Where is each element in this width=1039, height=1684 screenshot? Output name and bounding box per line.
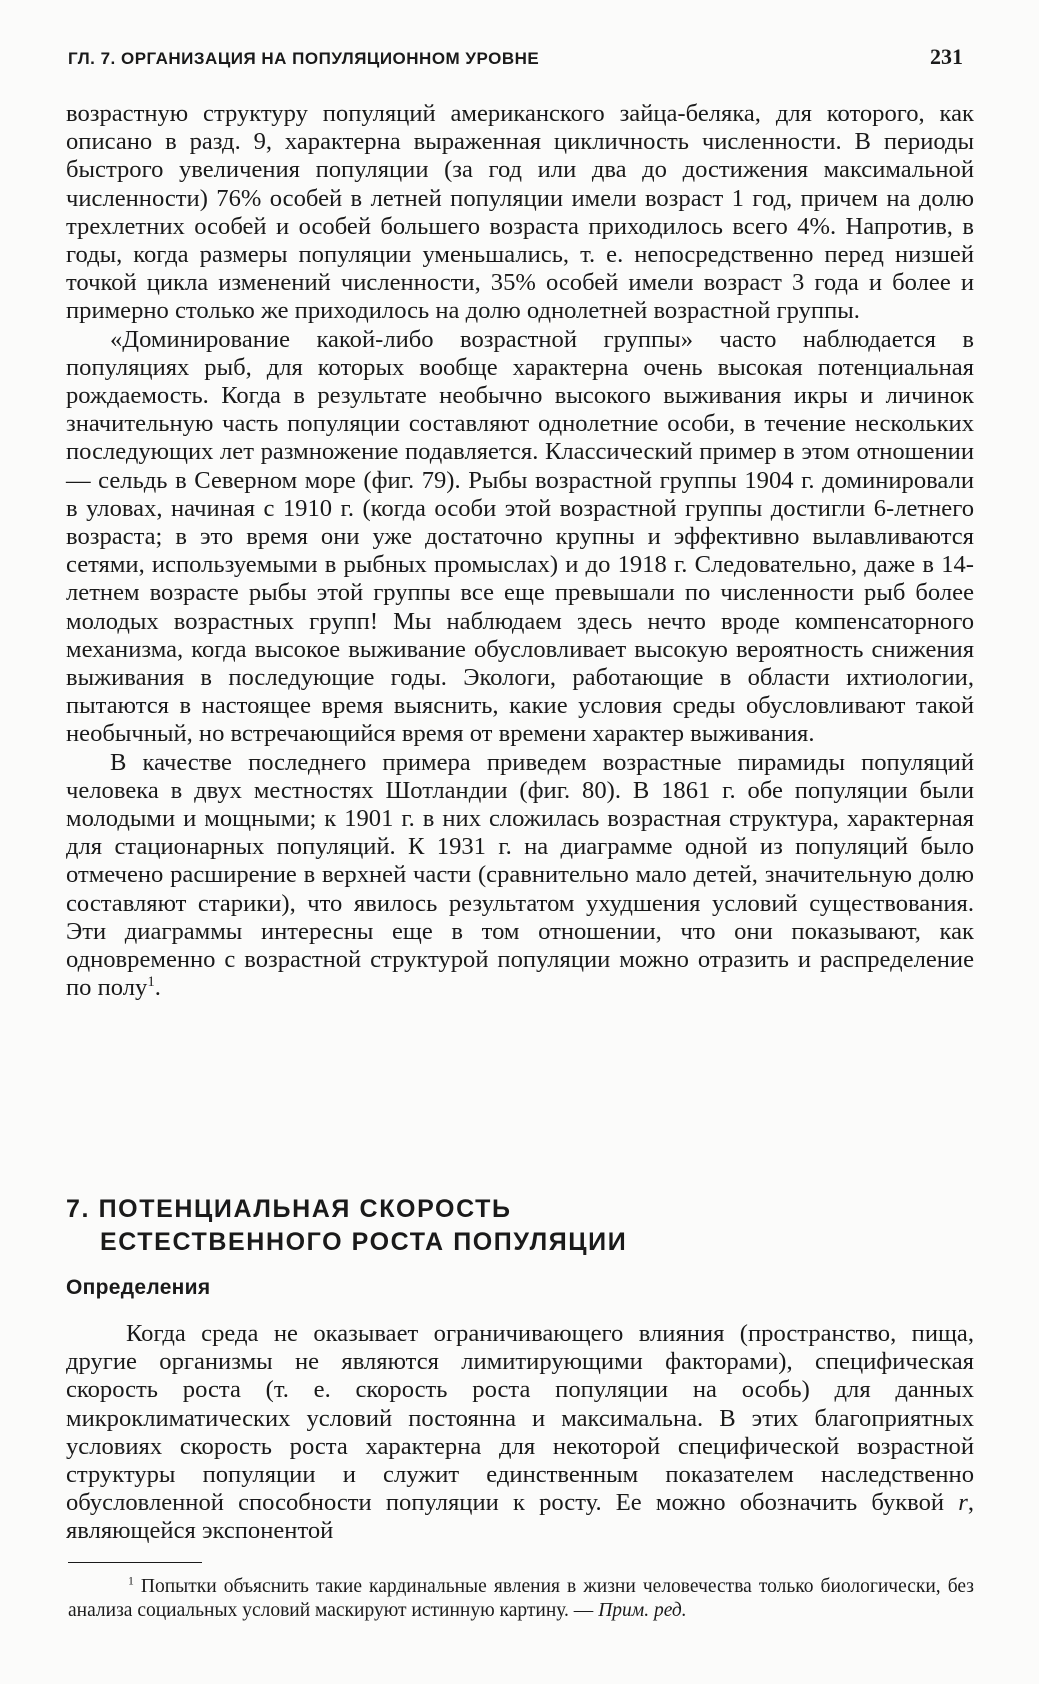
editor-note: Прим. ред.: [598, 1600, 687, 1621]
paragraph-fish-dominant-age-group: «Доминирование какой-либо возрастной группы» часто наблюдается в популяциях рыб, для которых вообще характерна очень высокая потенциальная рождаемость. Когда в результате необычно высокого выживания икры и личинок значительную часть популяции составляют однолетние особи, в течение нескольких последующих лет размножение подавляется. Классический пример в этом отношении — сельдь в Северном море (фиг. 79). Рыбы возрастной группы 1904 г. доминировали в уловах, начиная с 1910 г. (когда особи этой возрастной группы достигли 6-летнего возраста; в это время они уже достаточно крупны и эффективно вылавливаются сетями, используемыми в рыбных промыслах) и до 1918 г. Следовательно, даже в 14-летнем возрасте рыбы этой группы все еще превышали по численности рыб более молодых возрастных групп! Мы наблюдаем здесь нечто вроде компенсаторного механизма, когда высокое выживание обусловливает высокую вероятность снижения выживания в последующие годы. Экологи, работающие в области ихтиологии, пытаются в настоящее время выяснить, какие условия среды обусловливают такой необычный, но встречающийся время от времени характер выживания.: [66, 325, 974, 748]
footnote-mark: 1: [128, 1574, 134, 1588]
footnote-text: Попытки объяснить такие кардинальные явления в жизни человечества только биологически, без анализа социальных условий маскируют истинную картину. —: [68, 1576, 974, 1621]
footnote: [68, 1575, 974, 1623]
section-title-line-2: ЕСТЕСТВЕННОГО РОСТА ПОПУЛЯЦИИ: [100, 1228, 628, 1256]
section-title-line-1: ПОТЕНЦИАЛЬНАЯ СКОРОСТЬ: [98, 1195, 512, 1223]
body-text: [66, 100, 974, 1003]
paragraph-text-end: , являющейся экспонентой: [66, 1489, 974, 1545]
paragraph-hare-age-structure: возрастную структуру популяций американского зайца-беляка, для которого, как описано в разд. 9, характерна выраженная цикличность численности. В периоды быстрого увеличения популяции (за год или два до достижения максимальной численности) 76% особей в летней популяции имели возраст 1 год, причем на долю трехлетних особей и особей большего возраста приходилось всего 4%. Напротив, в годы, когда размеры популяции уменьшались, т. е. непосредственно перед низшей точкой цикла изменений численности, 35% особей имели возраст 3 года и более и примерно столько же приходилось на долю однолетней возрастной группы.: [66, 100, 974, 325]
footnote-divider: [68, 1562, 202, 1563]
paragraph-text: В качестве последнего примера приведем возрастные пирамиды популяций человека в двух местностях Шотландии (фиг. 80). В 1861 г. обе популяции были молодыми и мощными; к 1901 г. в них сложилась возрастная структура, характерная для стационарных популяций. К 1931 г. на диаграмме одной из популяций было отмечено расширение в верхней части (сравнительно мало детей, значительную долю составляют старики), что явилось результатом ухудшения условий существования. Эти диаграммы интересны еще в том отношении, что они показывают, как одновременно с возрастной структурой популяции можно отразить и распределение по полу: [66, 748, 974, 1002]
running-title: ГЛ. 7. ОРГАНИЗАЦИЯ НА ПОПУЛЯЦИОННОМ УРОВНЕ: [68, 49, 540, 68]
paragraph-definitions: [66, 1320, 974, 1546]
subsection-heading: Определения: [66, 1276, 211, 1299]
symbol-r: r: [958, 1489, 968, 1517]
paragraph-human-age-pyramids: [66, 749, 974, 1003]
section-number: 7.: [66, 1195, 91, 1223]
page-number: 231: [930, 44, 963, 69]
section-text: [66, 1320, 974, 1546]
paragraph-end: .: [154, 974, 161, 1002]
section-heading: [66, 1193, 974, 1259]
running-head: [68, 44, 963, 76]
paragraph-text: Когда среда не оказывает ограничивающего влияния (пространство, пища, другие организмы не являются лимитирующими факторами), специфическая скорость роста (т. е. скорость роста популяции на особь) для данных микроклиматических условий постоянна и максимальна. В этих благоприятных условиях скорость роста характерна для некоторой специфической возрастной структуры популяции и служит единственным показателем наследственно обусловленной способности популяции к росту. Ее можно обозначить буквой: [66, 1320, 974, 1517]
footnote-reference: 1: [147, 974, 155, 991]
